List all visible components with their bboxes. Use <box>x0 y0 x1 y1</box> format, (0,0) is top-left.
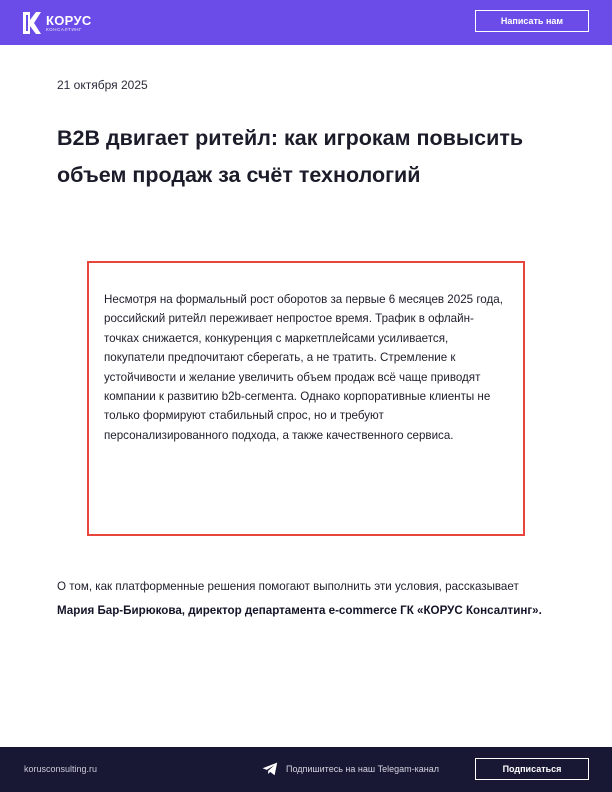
lead-paragraph: Несмотря на формальный рост оборотов за первые 6 месяцев 2025 года, российский ритейл переживает непростое время. Трафик в офлайн-точках снижается, конкуренция с маркетплейсами усиливается, покупатели предпочитают сберегать, а не тратить. Стремление к устойчивости и желание увеличить объем продаж всё чаще приводят компании к развитию b2b-сегмента. Однако корпоративные клиенты не только формируют стабильный спрос, но и требуют персонализированного подхода, а также качественного сервиса. <box>104 293 503 442</box>
intro-paragraph <box>57 575 557 623</box>
telegram-icon[interactable] <box>262 762 278 776</box>
publication-date: 21 октября 2025 <box>57 78 148 92</box>
korus-logo-icon <box>22 11 42 35</box>
logo-name: КОРУС <box>46 12 92 28</box>
logo-subtitle: КОНСАЛТИНГ <box>46 26 83 32</box>
top-header <box>0 0 612 45</box>
article-title: B2B двигает ритейл: как игрокам повысить объем продаж за счёт технологий <box>57 126 524 187</box>
logo-wordmark <box>46 14 92 33</box>
write-us-button[interactable]: Написать нам <box>475 10 589 32</box>
footer-bar <box>0 747 612 792</box>
site-link[interactable]: korusconsulting.ru <box>24 764 98 774</box>
intro-author: Мария Бар-Бирюкова, директор департамента e-commerce ГК «КОРУС Консалтинг». <box>57 604 542 617</box>
intro-text: О том, как платформенные решения помогают выполнить эти условия, рассказывает <box>57 580 519 593</box>
telegram-link[interactable]: Подпишитесь на наш Telegam-канал <box>286 764 439 774</box>
korus-logo[interactable] <box>22 11 92 35</box>
subscribe-button[interactable]: Подписаться <box>475 758 589 780</box>
